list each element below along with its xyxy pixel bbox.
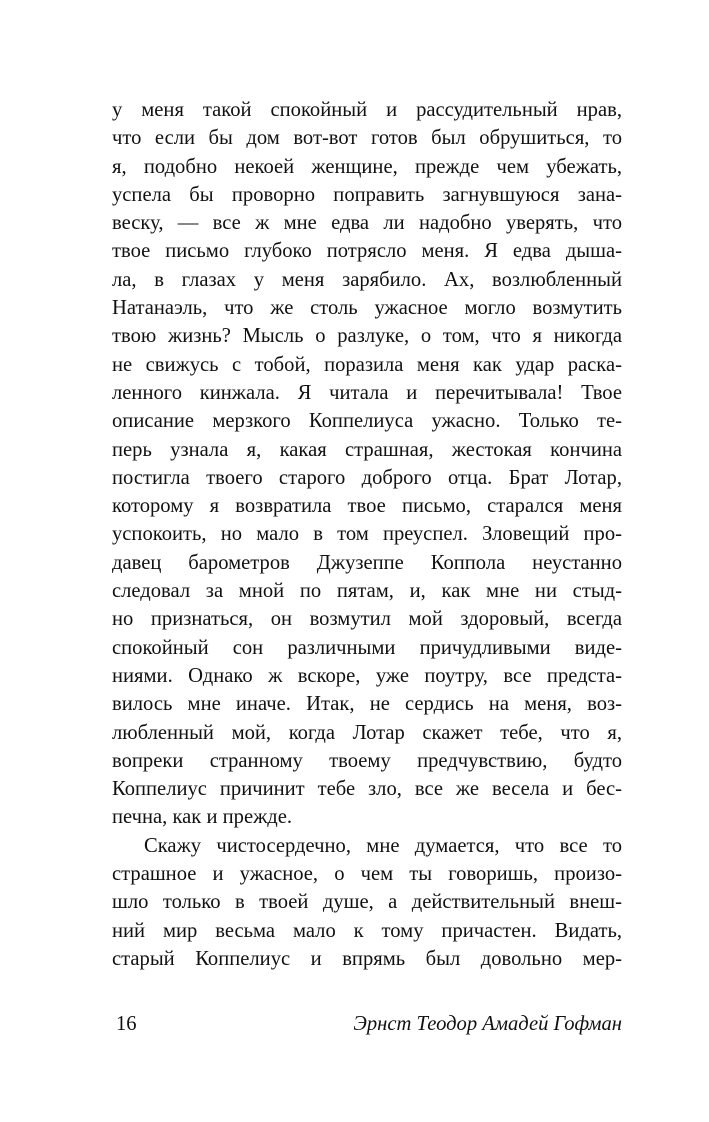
text-line: описание мерзкого Коппелиуса ужасно. Только те- (112, 410, 622, 433)
text-line: страшное и ужасное, о чем ты говоришь, произо- (112, 863, 622, 886)
text-line: следовал за мной по пятам, и, как мне ни стыд- (112, 580, 622, 603)
text-line: не свижусь с тобой, поразила меня как удар раска- (112, 353, 622, 376)
text-line: спокойный сон различными причудливыми виде- (112, 636, 622, 659)
text-line: которому я возвратила твое письмо, старался меня (112, 495, 622, 518)
text-line: печна, как и прежде. (112, 806, 293, 829)
paragraph (112, 96, 622, 832)
text-line: постигла твоего старого доброго отца. Брат Лотар, (112, 466, 622, 489)
text-line: твою жизнь? Мысль о разлуке, о том, что я никогда (112, 325, 622, 348)
paragraph (112, 832, 622, 973)
text-line: вилось мне иначе. Итак, не сердись на меня, воз- (112, 693, 622, 716)
text-line: успокоить, но мало в том преуспел. Зловещий про- (112, 523, 622, 546)
text-line: успела бы проворно поправить загнувшуюся зана- (112, 183, 622, 206)
text-line: веску, — все ж мне едва ли надобно уверять, что (112, 212, 622, 235)
text-line: ленного кинжала. Я читала и перечитывала! Твое (112, 381, 622, 404)
text-line: старый Коппелиус и впрямь был довольно мер- (112, 947, 622, 970)
text-line: вопреки странному твоему предчувствию, будто (112, 749, 622, 772)
text-line: что если бы дом вот-вот готов был обрушиться, то (112, 127, 622, 150)
text-line: любленный мой, когда Лотар скажет тебе, что я, (112, 721, 622, 744)
text-line: ний мир весьма мало к тому причастен. Видать, (112, 919, 622, 942)
text-line: у меня такой спокойный и рассудительный нрав, (112, 99, 622, 121)
text-line: Скажу чистосердечно, мне думается, что все то (144, 834, 622, 857)
text-line: давец барометров Джузеппе Коппола неустанно (112, 551, 622, 574)
page-number: 16 (116, 1013, 137, 1035)
text-line: ниями. Однако ж вскоре, уже поутру, все предста- (112, 664, 622, 687)
body-text (112, 96, 622, 973)
text-line: твое письмо глубоко потрясло меня. Я едва дыша- (112, 240, 622, 263)
text-line: Натанаэль, что же столь ужасное могло возмутить (112, 297, 622, 320)
text-line: но признаться, он возмутил мой здоровый, всегда (112, 608, 622, 631)
running-title: Эрнст Теодор Амадей Гофман (353, 1013, 622, 1035)
page-footer (112, 1010, 622, 1038)
text-line: перь узнала я, какая страшная, жестокая кончина (112, 438, 622, 461)
text-line: ла, в глазах у меня зарябило. Ах, возлюбленный (112, 268, 622, 291)
text-line: я, подобно некоей женщине, прежде чем убежать, (112, 155, 622, 178)
text-line: Коппелиус причинит тебе зло, все же весела и бес- (112, 778, 622, 801)
text-line: шло только в твоей душе, а действительный внеш- (112, 891, 622, 914)
